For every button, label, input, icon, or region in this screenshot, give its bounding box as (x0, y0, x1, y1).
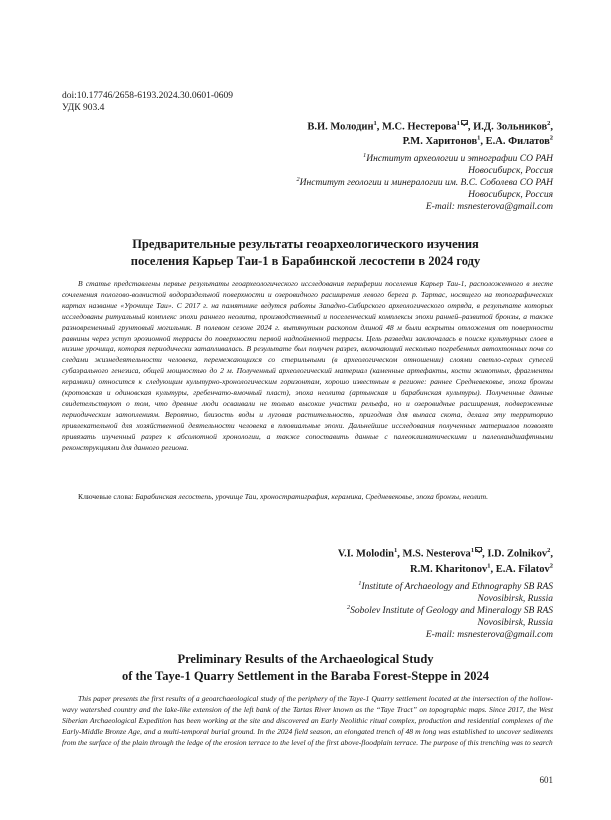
ru-author-sup: 1 (456, 120, 460, 127)
en-affiliation-line: Novosibirsk, Russia (477, 594, 553, 604)
ru-authors-line-2: Р.М. Харитонов$^1$, Е.А. Филатов$^2$ (402, 134, 553, 147)
udc-code: УДК 903.4 (62, 103, 105, 113)
ru-affiliations (296, 153, 553, 213)
ru-keywords (62, 492, 553, 503)
en-authors-line-1: V.I. Molodin$^1$, M.S. Nesterova$^1$ , I.D. Zolnikov$^2$, (337, 547, 553, 560)
en-author-name: V.I. Molodin (337, 548, 394, 560)
en-author-name: I.D. Zolnikov (487, 548, 548, 560)
page-number: 601 (539, 775, 553, 785)
ru-author-sup: 1 (373, 120, 377, 127)
ru-authors-line-1: В.И. Молодин$^1$, М.С. Нестерова$^1$ , И.Д. Зольников$^2$, (307, 120, 553, 133)
en-email: E-mail: msnesterova@gmail.com (425, 630, 553, 640)
en-author-sup: 1 (470, 547, 475, 554)
ru-author-sup: 2 (549, 134, 553, 142)
ru-affiliation-line: Новосибирск, Россия (468, 190, 553, 200)
en-author-name: E.A. Filatov (495, 564, 550, 575)
en-author-sup: 2 (547, 547, 551, 554)
en-affiliations (347, 581, 553, 641)
ru-email: E-mail: msnesterova@gmail.com (425, 202, 553, 212)
ru-abstract: В статье представлены первые результаты геоархеологического исследования периферии поселения Карьер Таи-1, расположенного в месте сочленения пологово-волнистой водораздельной поверхности и озеровидного расширения левого берега р. Тартас, носящего на топографических картах название «Урочище Таи». С 2017 г. на памятнике ведутся работы Западно-Сибирского археологического отряда, в результате которых исследованы ритуальный комплекс эпохи раннего неолита, производственный и поселенческий комплексы эпохи ранней–развитой бронзы, а также разновременный грунтовый могильник. В полевом сезоне 2024 г. вытянутым раскопом длиной 48 м были вскрыты отложения от поверхности равнины через уступ эрозионной террасы до поверхности первой надпойменной террасы. Цель разведки заключалась в поиске культурных слоев в низине урочища, которая периодически затапливалась. В результате был получен разрез, включающий несколько погребенных автохтонных почв со следами жизнедеятельности человека, перемежающихся со стерильными (в археологическом отношении) слоями светло-серых супесей субаэрального генезиса, общей мощностью до 2 м. Полученный археологический материал (каменные артефакты, кости животных, фрагменты керамики) относится к следующим культурно-хронологическим горизонтам, хорошо известным в регионе: раннее Средневековье, эпоха бронзы (кротовская и одиновская культуры, гребенчато-ямочный пласт), эпоха неолита (артынская и барабинская культуры). Полученные данные свидетельствуют о том, что древние люди осваивали не только высокие участки рельефа, но и озеровидные расширения, подверженные периодическим затоплениям. Вероятно, близость воды и луговая растительность, пригодная для выпаса скота, делала эту территорию привлекательной для хозяйственной деятельности человека в плювиальные эпохи. Дальнейшие исследования полученных материалов позволят привязать изученный разрез к абсолютной хронологии, а также сопоставить данные с палеоклиматическими и палеоландшафтными реконструкциями для данного региона. (62, 279, 553, 452)
ru-keywords-text: Барабинская лесостепь, урочище Таи, хроностратиграфия, керамика, Средневековье, эпоха бронзы, неолит. (135, 492, 489, 501)
ru-affiliation-line: $^2$Институт геологии и минералогии им. В.С. Соболева СО РАН (296, 175, 553, 188)
envelope-icon (475, 547, 482, 552)
ru-author-name: М.С. Нестерова (382, 121, 457, 133)
en-author-sup: 1 (393, 547, 398, 554)
ru-author-name: И.Д. Зольников (473, 121, 548, 133)
en-authors-line-2: R.M. Kharitonov$^1$, E.A. Filatov$^2$ (409, 562, 553, 575)
en-abstract: This paper presents the first results of a geoarchaeological study of the periphery of the Taye-1 Quarry settlement located at the intersection of the hollow-wavy watershed country and the lake-like extension of the left bank of the Tartas River known as the “Taye Tract” on topographic maps. Since 2017, the West Siberian Archaeological Expedition has been working at the site and discovered an Early Neolithic ritual complex, production and residential complexes of the Early-Middle Bronze Age, and a multi-temporal burial ground. In the 2024 field season, an elongated trench of 48 m long was established to uncover sediments from the surface of the plain through the ledge of the erosion terrace to the level of the first above-floodplain terrace. The purpose of this trenching was to search (62, 694, 553, 747)
en-affiliation-line: $^1$Institute of Archaeology and Ethnography SB RAS (358, 579, 553, 592)
ru-affiliation-line: Новосибирск, Россия (468, 166, 553, 176)
en-affiliation-line: $^2$Sobolev Institute of Geology and Mineralogy SB RAS (346, 603, 553, 616)
ru-affiliation-line: $^1$Институт археологии и этнографии СО РАН (363, 151, 553, 164)
ru-author-sup: 1 (477, 134, 481, 142)
en-author-sup: 2 (549, 562, 553, 570)
en-author-sup: 1 (487, 562, 491, 570)
en-affiliation-line: Novosibirsk, Russia (477, 618, 553, 628)
en-title: Preliminary Results of the Archaeological Study of the Taye-1 Quarry Settlement in the Baraba Forest-Steppe in 2024 (121, 652, 490, 683)
en-author-name: R.M. Kharitonov (409, 564, 488, 575)
ru-keywords-label: Ключевые слова: (78, 492, 134, 501)
ru-author-name: Е.А. Филатов (485, 136, 550, 147)
ru-author-sup: 2 (547, 120, 551, 127)
ru-author-name: Р.М. Харитонов (402, 136, 478, 147)
ru-title: Предварительные результаты геоархеологического изучения поселения Карьер Таи-1 в Барабинской лесостепи в 2024 году (130, 237, 481, 268)
doi: doi:10.17746/2658-6193.2024.30.0601-0609 (62, 91, 233, 101)
ru-author-name: В.И. Молодин (307, 121, 374, 133)
envelope-icon (461, 120, 468, 125)
en-author-name: M.S. Nesterova (402, 548, 471, 560)
